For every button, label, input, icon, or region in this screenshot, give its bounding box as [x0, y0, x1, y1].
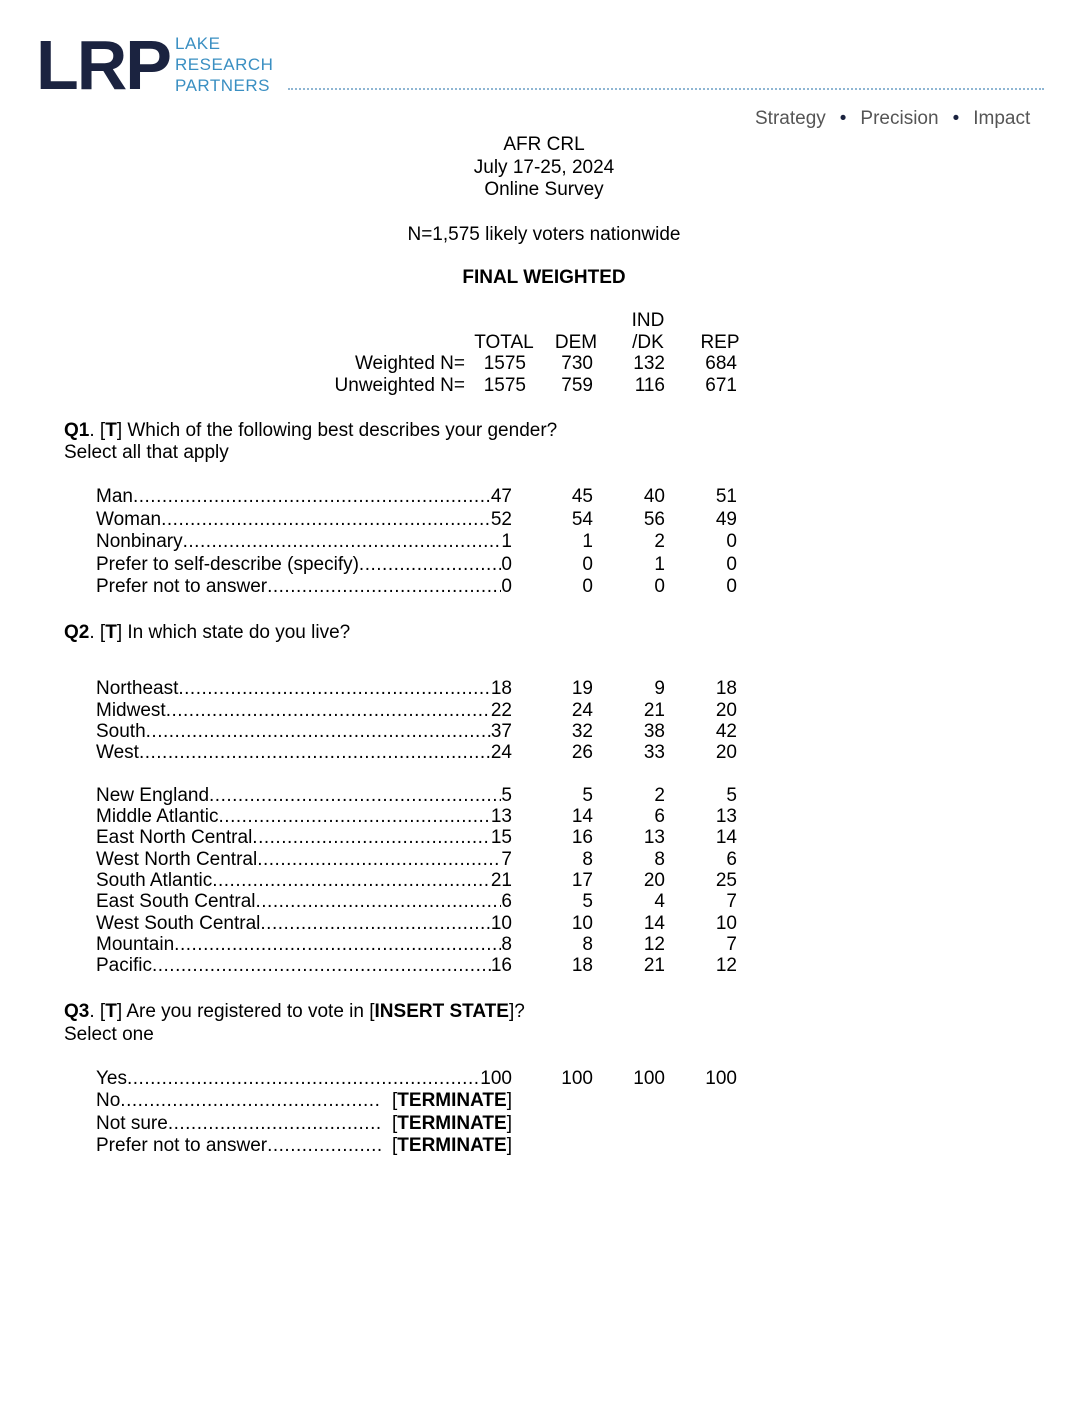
question-number: Q3	[64, 1001, 90, 1022]
row-dem: 8	[582, 849, 593, 870]
row-ind: 33	[643, 742, 665, 763]
row-ind: 20	[643, 870, 665, 891]
base-value: 684	[705, 353, 737, 374]
row-rep: 0	[726, 531, 737, 552]
row-label: South Atlantic	[96, 870, 213, 891]
row-label: West North Central	[96, 849, 258, 870]
row-dem: 5	[582, 891, 593, 912]
logo-line-3: PARTNERS	[175, 76, 271, 95]
row-total: 18	[490, 678, 512, 699]
row-dem: 8	[582, 934, 593, 955]
row-total: 21	[490, 870, 512, 891]
row-dem: 26	[571, 742, 593, 763]
row-total: 15	[490, 827, 512, 848]
question-tag: T	[105, 1001, 117, 1022]
row-dem: 14	[571, 806, 593, 827]
question-number: Q1	[64, 420, 90, 441]
row-rep: 20	[715, 742, 737, 763]
row-dem: 54	[571, 509, 593, 530]
row-label: Nonbinary	[96, 531, 183, 552]
logo-mark: LRP	[36, 26, 170, 104]
row-total: 24	[490, 742, 512, 763]
terminate-note: [TERMINATE]	[392, 1090, 512, 1111]
question-3: Q3. [T] Are you registered to vote in [INSERT STATE]?	[64, 1001, 525, 1022]
row-label: Midwest	[96, 700, 166, 721]
row-label: Woman	[96, 509, 162, 530]
sample-size: N=1,575 likely voters nationwide	[407, 224, 681, 245]
row-rep: 20	[715, 700, 737, 721]
logo-wordmark	[175, 33, 273, 96]
row-label: Prefer not to answer	[96, 1135, 268, 1156]
row-total: 5	[501, 785, 512, 806]
question-tag: T	[105, 420, 117, 441]
table-row	[96, 806, 512, 828]
row-dem: 0	[582, 554, 593, 575]
base-label: Unweighted N=	[334, 375, 465, 396]
table-row	[96, 678, 512, 700]
base-value: 671	[705, 375, 737, 396]
base-label: Weighted N=	[354, 353, 465, 374]
tagline-impact: Impact	[973, 108, 1031, 129]
row-dem: 1	[582, 531, 593, 552]
row-ind: 4	[654, 891, 665, 912]
table-row	[96, 891, 512, 913]
weighting-note: FINAL WEIGHTED	[462, 267, 626, 288]
table-row	[96, 1135, 512, 1157]
base-value: 759	[561, 375, 593, 396]
row-label: Mountain	[96, 934, 175, 955]
row-rep: 12	[715, 955, 737, 976]
question-text: Are you registered to vote in [	[122, 1001, 375, 1022]
row-label: Not sure	[96, 1113, 168, 1134]
base-value: 1575	[483, 375, 526, 396]
question-text: In which state do you live?	[122, 622, 351, 643]
row-rep: 25	[715, 870, 737, 891]
row-rep: 100	[705, 1068, 737, 1089]
row-rep: 5	[726, 785, 737, 806]
row-ind: 2	[654, 531, 665, 552]
row-ind: 40	[643, 486, 665, 507]
insert-state-placeholder: INSERT STATE	[374, 1001, 509, 1022]
row-rep: 18	[715, 678, 737, 699]
question-instruction: Select one	[64, 1024, 154, 1045]
row-label: East South Central	[96, 891, 256, 912]
question-tag: T	[105, 622, 117, 643]
row-label: No	[96, 1090, 121, 1111]
terminate-note: [TERMINATE]	[392, 1135, 512, 1156]
row-rep: 13	[715, 806, 737, 827]
row-label: Yes	[96, 1068, 127, 1089]
bullet-icon: •	[839, 108, 847, 129]
question-number: Q2	[64, 622, 90, 643]
row-total: 52	[490, 509, 512, 530]
table-row	[96, 785, 512, 807]
survey-dates: July 17-25, 2024	[473, 157, 615, 178]
tagline-strategy: Strategy	[755, 108, 826, 129]
row-ind: 2	[654, 785, 665, 806]
row-total: 10	[490, 913, 512, 934]
question-instruction: Select all that apply	[64, 442, 229, 463]
row-total: 47	[490, 486, 512, 507]
column-header-ind-line1: IND	[631, 310, 665, 331]
base-value: 730	[561, 353, 593, 374]
base-value: 132	[633, 353, 665, 374]
row-rep: 7	[726, 891, 737, 912]
row-total: 0	[501, 576, 512, 597]
table-row	[96, 576, 512, 598]
base-value: 1575	[483, 353, 526, 374]
table-row	[96, 849, 512, 871]
header-divider	[288, 88, 1044, 90]
table-row	[96, 700, 512, 722]
bullet-icon: •	[952, 108, 960, 129]
row-label: Prefer to self-describe (specify)	[96, 554, 359, 575]
row-label: Pacific	[96, 955, 152, 976]
row-dem: 32	[571, 721, 593, 742]
row-label: Middle Atlantic	[96, 806, 219, 827]
row-label: West	[96, 742, 139, 763]
tagline-precision: Precision	[860, 108, 939, 129]
row-total: 100	[480, 1068, 512, 1089]
row-total: 22	[490, 700, 512, 721]
table-row	[96, 509, 512, 531]
row-rep: 10	[715, 913, 737, 934]
table-row	[96, 531, 512, 553]
row-label: South	[96, 721, 146, 742]
row-total: 1	[501, 531, 512, 552]
table-row	[96, 721, 512, 743]
question-1: Q1. [T] Which of the following best describes your gender?	[64, 420, 558, 441]
row-rep: 51	[715, 486, 737, 507]
row-rep: 49	[715, 509, 737, 530]
row-ind: 0	[654, 576, 665, 597]
row-ind: 8	[654, 849, 665, 870]
column-header-total: TOTAL	[474, 332, 534, 353]
row-total: 13	[490, 806, 512, 827]
row-total: 0	[501, 554, 512, 575]
column-header-rep: REP	[700, 332, 740, 353]
row-rep: 42	[715, 721, 737, 742]
row-dem: 24	[571, 700, 593, 721]
table-row	[96, 554, 512, 576]
row-ind: 9	[654, 678, 665, 699]
table-row	[96, 1090, 512, 1112]
base-value: 116	[634, 375, 665, 396]
row-label: Man	[96, 486, 133, 507]
row-dem: 16	[571, 827, 593, 848]
column-header-ind-line2: /DK	[632, 332, 664, 353]
row-label: New England	[96, 785, 210, 806]
table-row	[96, 827, 512, 849]
row-ind: 14	[643, 913, 665, 934]
row-ind: 6	[654, 806, 665, 827]
row-total: 37	[490, 721, 512, 742]
row-rep: 6	[726, 849, 737, 870]
row-ind: 38	[643, 721, 665, 742]
table-row	[96, 486, 512, 508]
terminate-note: [TERMINATE]	[392, 1113, 512, 1134]
row-dem: 17	[571, 870, 593, 891]
logo-line-2: RESEARCH	[175, 55, 274, 74]
row-rep: 14	[715, 827, 737, 848]
row-total: 8	[501, 934, 512, 955]
table-row	[96, 1113, 512, 1135]
survey-mode: Online Survey	[484, 179, 604, 200]
column-header-dem: DEM	[554, 332, 598, 353]
table-row	[96, 742, 512, 764]
row-ind: 21	[643, 700, 665, 721]
question-text: Which of the following best describes your gender?	[122, 420, 558, 441]
question-text-end: ]?	[508, 1001, 525, 1022]
row-label: East North Central	[96, 827, 253, 848]
row-dem: 45	[571, 486, 593, 507]
table-row	[96, 934, 512, 956]
table-row	[96, 955, 512, 977]
row-label: West South Central	[96, 913, 261, 934]
row-total: 6	[501, 891, 512, 912]
row-rep: 0	[726, 554, 737, 575]
survey-title: AFR CRL	[503, 134, 585, 155]
row-ind: 56	[643, 509, 665, 530]
table-row	[96, 870, 512, 892]
row-ind: 21	[643, 955, 665, 976]
logo-line-1: LAKE	[175, 34, 221, 53]
row-label: Prefer not to answer	[96, 576, 268, 597]
tagline	[755, 108, 1030, 130]
row-ind: 100	[633, 1068, 665, 1089]
row-total: 7	[501, 849, 512, 870]
row-ind: 1	[654, 554, 665, 575]
row-dem: 5	[582, 785, 593, 806]
row-dem: 18	[571, 955, 593, 976]
row-dem: 100	[561, 1068, 593, 1089]
row-ind: 13	[643, 827, 665, 848]
table-row	[96, 1068, 512, 1090]
row-rep: 0	[726, 576, 737, 597]
row-ind: 12	[643, 934, 665, 955]
question-2: Q2. [T] In which state do you live?	[64, 622, 351, 643]
row-dem: 0	[582, 576, 593, 597]
row-rep: 7	[726, 934, 737, 955]
row-dem: 19	[571, 678, 593, 699]
row-total: 16	[490, 955, 512, 976]
row-label: Northeast	[96, 678, 179, 699]
table-row	[96, 913, 512, 935]
row-dem: 10	[571, 913, 593, 934]
